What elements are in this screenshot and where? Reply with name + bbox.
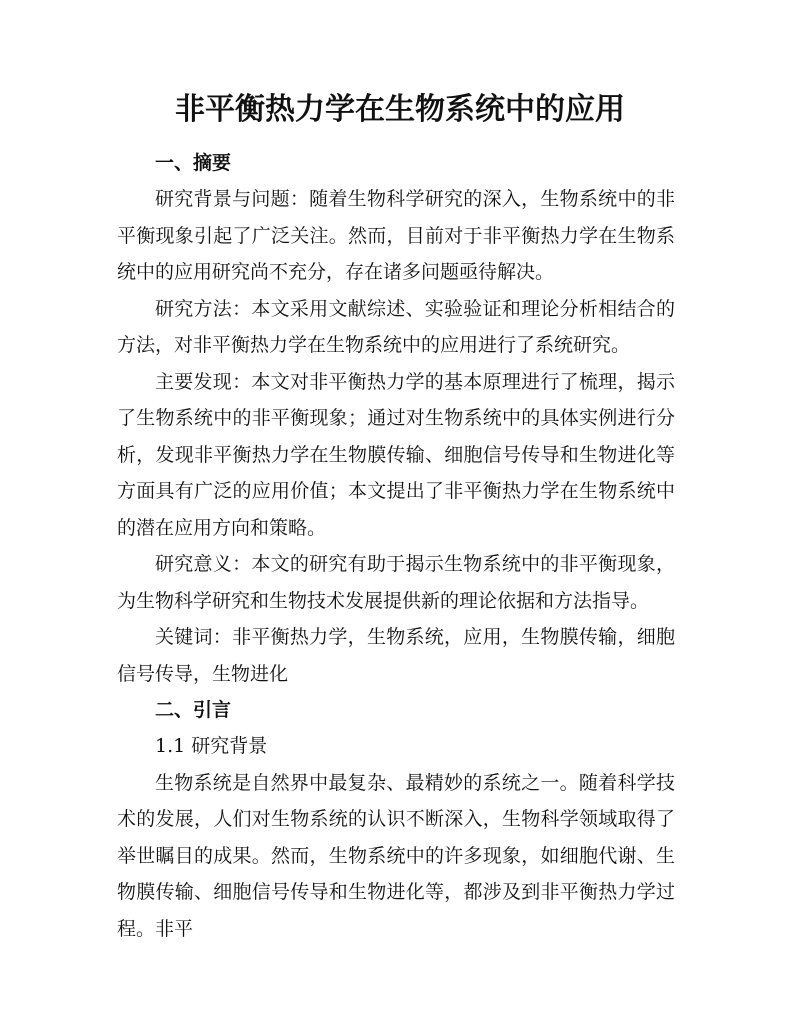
intro-background-paragraph: 生物系统是自然界中最复杂、最精妙的系统之一。随着科学技术的发展，人们对生物系统的认识不断深入，生物科学领域取得了举世瞩目的成果。然而，生物系统中的许多现象，如细胞代谢、生物膜传输、细胞信号传导和生物进化等，都涉及到非平衡热力学过程。非平	[117, 771, 675, 940]
section-heading-abstract: 一、摘要	[155, 152, 232, 174]
abstract-findings-paragraph: 主要发现：本文对非平衡热力学的基本原理进行了梳理，揭示了生物系统中的非平衡现象；通过对生物系统中的具体实例进行分析，发现非平衡热力学在生物膜传输、细胞信号传导和生物进化等方面具有广泛的应用价值；本文提出了非平衡热力学在生物系统中的潜在应用方向和策略。	[117, 370, 675, 539]
abstract-keywords-paragraph: 关键词：非平衡热力学，生物系统，应用，生物膜传输，细胞信号传导，生物进化	[117, 626, 675, 685]
document-title: 非平衡热力学在生物系统中的应用	[175, 92, 625, 127]
abstract-background-paragraph: 研究背景与问题：随着生物科学研究的深入，生物系统中的非平衡现象引起了广泛关注。然而，目前对于非平衡热力学在生物系统中的应用研究尚不充分，存在诸多问题亟待解决。	[117, 188, 675, 283]
abstract-methods-paragraph: 研究方法：本文采用文献综述、实验验证和理论分析相结合的方法，对非平衡热力学在生物系统中的应用进行了系统研究。	[117, 297, 675, 356]
document-body	[117, 145, 675, 947]
abstract-significance-paragraph: 研究意义：本文的研究有助于揭示生物系统中的非平衡现象，为生物科学研究和生物技术发展提供新的理论依据和方法指导。	[117, 553, 675, 612]
subsection-heading-background: 1.1 研究背景	[155, 735, 268, 757]
section-heading-introduction: 二、引言	[155, 699, 232, 721]
